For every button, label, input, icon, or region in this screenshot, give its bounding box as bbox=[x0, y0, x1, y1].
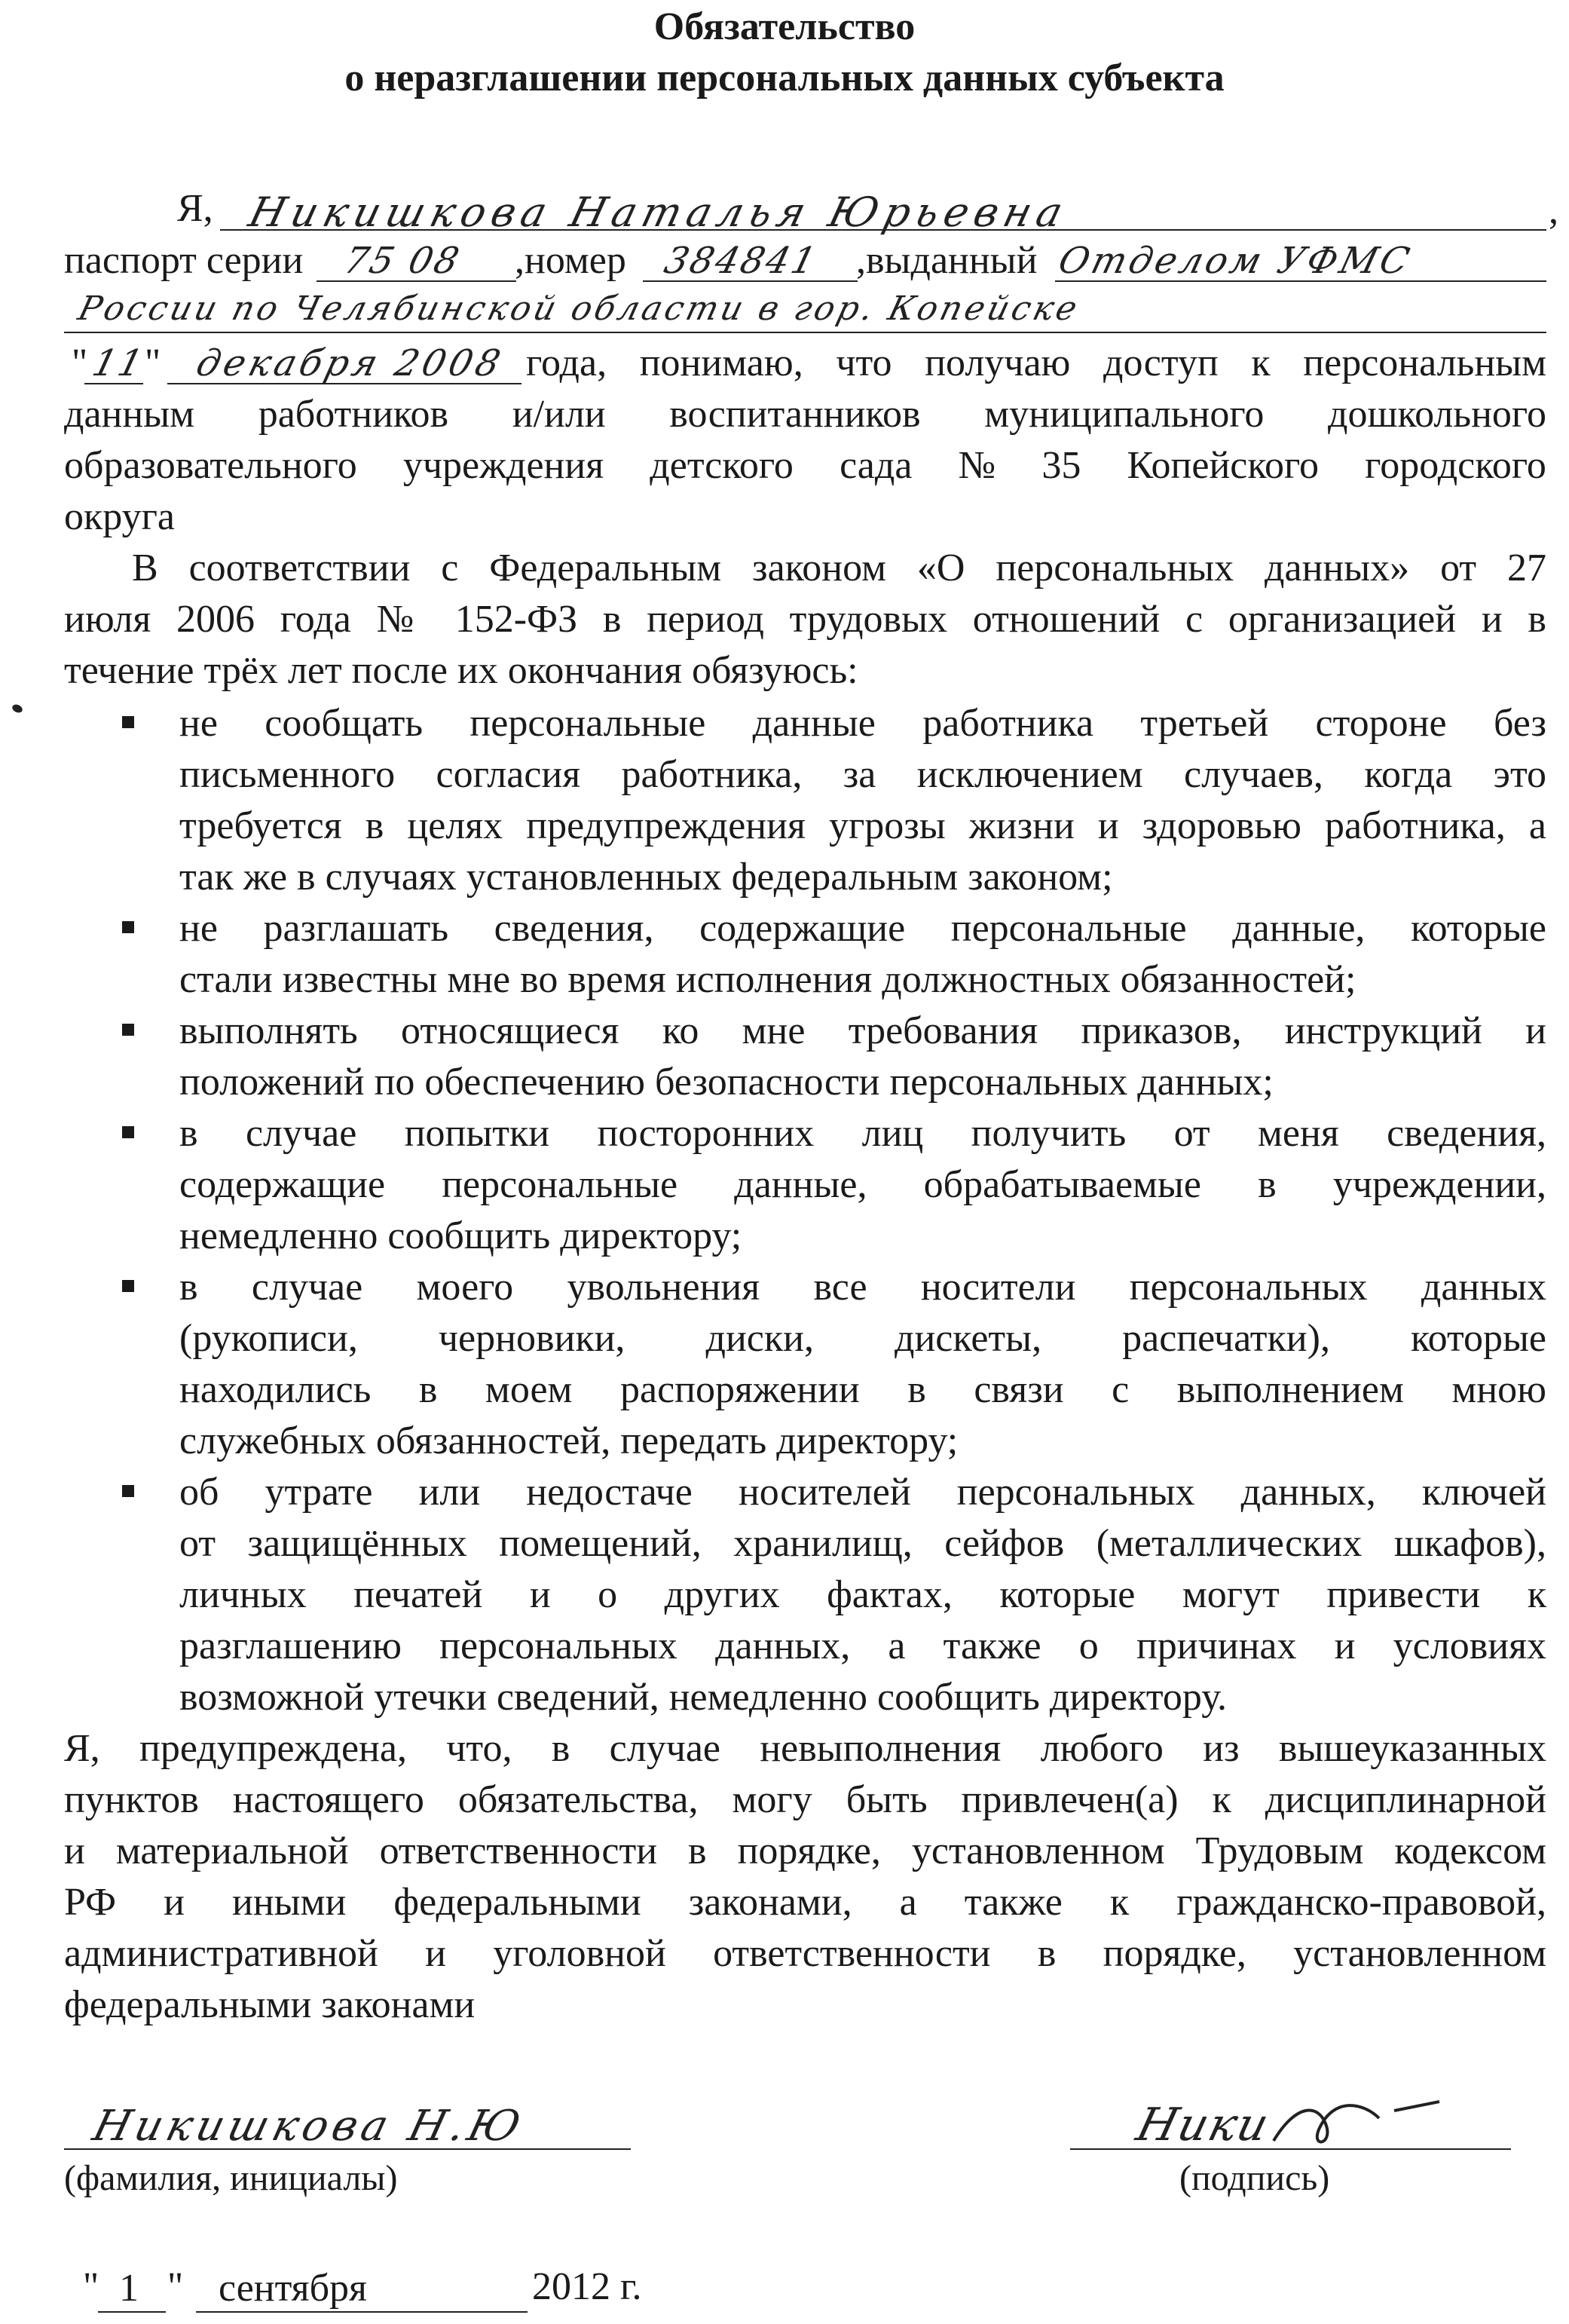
surname-field bbox=[64, 2096, 631, 2150]
bullet-4-line-2: содержащие персональные данные, обрабатываемые в учреждении, bbox=[179, 1163, 1546, 1206]
passport-series-handwritten: 75 08 bbox=[340, 240, 466, 282]
issued-by-field-2 bbox=[64, 289, 1546, 333]
footer-date-year: 2012 г. bbox=[532, 2265, 642, 2308]
intro-word: работников bbox=[258, 393, 449, 436]
bullet-1-line-3: требуется в целях предупреждения угрозы жизни и здоровью работника, а bbox=[179, 804, 1546, 847]
intro-word: Копейского bbox=[1127, 444, 1320, 487]
issued-by-field-1 bbox=[1054, 240, 1546, 282]
intro-word: воспитанников bbox=[669, 393, 921, 436]
signature-flourish bbox=[1266, 2088, 1462, 2156]
warning-line-2: пунктов настоящего обязательства, могу быть привлечен(а) к дисциплинарной bbox=[64, 1778, 1546, 1821]
warning-line-1: Я, предупреждена, что, в случае невыполнения любого из вышеуказанных bbox=[64, 1727, 1546, 1770]
law-line-1: В соответствии с Федеральным законом «О персональных данных» от 27 bbox=[132, 547, 1546, 589]
issued-by-handwritten-1: Отделом УФМС bbox=[1054, 240, 1417, 282]
intro-word: дошкольного bbox=[1328, 393, 1546, 436]
bullet-marker bbox=[122, 1126, 134, 1138]
date-open-quote: " bbox=[72, 341, 88, 384]
passport-series-label: паспорт серии bbox=[64, 239, 304, 282]
warning-line-4: РФ и иными федеральными законами, а также к гражданско-правовой, bbox=[64, 1881, 1546, 1924]
document-subtitle: о неразглашении персональных данных субъекта bbox=[344, 57, 1225, 100]
name-field bbox=[220, 188, 1546, 236]
bullet-marker bbox=[122, 1485, 134, 1497]
intro-word: детского bbox=[650, 444, 794, 487]
bullet-marker bbox=[122, 1024, 134, 1036]
bullet-4-line-1: в случае попытки посторонних лиц получить от меня сведения, bbox=[179, 1112, 1546, 1155]
issued-by-handwritten-2: России по Челябинской области в гор. Копейске bbox=[74, 289, 1084, 328]
passport-number-handwritten: 384841 bbox=[660, 240, 823, 282]
date-month-year-field bbox=[167, 342, 521, 384]
bullet-6-line-3: личных печатей и о других фактах, которые могут привести к bbox=[179, 1573, 1546, 1616]
bullet-5-line-1: в случае моего увольнения все носители персональных данных bbox=[179, 1266, 1546, 1309]
bullet-1-line-4: так же в случаях установленных федеральным законом; bbox=[179, 856, 1113, 899]
warning-line-6: федеральными законами bbox=[64, 1983, 476, 2026]
intro-line-1 bbox=[64, 392, 1546, 436]
bullet-3-line-1: выполнять относящиеся ко мне требования приказов, инструкций и bbox=[179, 1009, 1546, 1052]
bullet-2-line-2: стали известны мне во время исполнения должностных обязанностей; bbox=[179, 958, 1356, 1001]
bullet-marker bbox=[122, 716, 134, 728]
signature-field bbox=[1070, 2096, 1511, 2150]
bullet-6-line-5: возможной утечки сведений, немедленно сообщить директору. bbox=[179, 1676, 1227, 1719]
footer-date-day: 1 bbox=[119, 2267, 139, 2310]
footer-date-day-field bbox=[98, 2269, 166, 2313]
margin-mark bbox=[11, 703, 24, 715]
ya-label: Я, bbox=[177, 187, 213, 230]
intro-word: данным bbox=[64, 393, 195, 436]
footer-date-open-quote: " bbox=[83, 2265, 99, 2308]
bullet-1-line-2: письменного согласия работника, за исключением случаев, когда это bbox=[179, 753, 1546, 796]
footer-date-month-field bbox=[196, 2269, 528, 2313]
warning-line-5: административной и уголовной ответственности в порядке, установленном bbox=[64, 1932, 1546, 1975]
passport-series-field bbox=[317, 240, 516, 282]
date-close-quote: " bbox=[145, 341, 161, 384]
signature-caption: (подпись) bbox=[1179, 2158, 1330, 2198]
bullet-1-line-1: не сообщать персональные данные работника третьей стороне без bbox=[179, 702, 1546, 745]
bullet-6-line-4: разглашению персональных данных, а также о причинах и условиях bbox=[179, 1624, 1546, 1667]
intro-word: учреждения bbox=[402, 444, 604, 487]
bullet-5-line-3: находились в моем распоряжении в связи с выполнением мною bbox=[179, 1368, 1546, 1411]
bullet-6-line-2: от защищённых помещений, хранилищ, сейфов (металлических шкафов), bbox=[179, 1522, 1546, 1565]
name-handwritten: Никишкова Наталья Юрьевна bbox=[244, 188, 1074, 236]
issued-by-label: ,выданный bbox=[856, 239, 1038, 282]
law-line-3: течение трёх лет после их окончания обязуюсь: bbox=[64, 649, 858, 692]
date-day-field bbox=[84, 342, 150, 384]
law-line-2: июля 2006 года № 152-ФЗ в период трудовых отношений с организацией и в bbox=[64, 598, 1546, 641]
date-day-handwritten: 11 bbox=[88, 342, 150, 384]
footer-date-month: сентября bbox=[219, 2267, 367, 2310]
intro-word: городского bbox=[1365, 444, 1546, 487]
document-title: Обязательство bbox=[653, 5, 916, 48]
date-month-year-handwritten: декабря 2008 bbox=[192, 342, 509, 384]
date-after-text: года, понимаю, что получаю доступ к персональным bbox=[526, 341, 1546, 384]
intro-word: образовательного bbox=[64, 444, 357, 487]
warning-line-3: и материальной ответственности в порядке, установленном Трудовым кодексом bbox=[64, 1829, 1546, 1872]
name-comma: , bbox=[1549, 189, 1558, 232]
intro-word: сада bbox=[840, 444, 913, 487]
passport-number-field bbox=[643, 240, 858, 282]
bullet-5-line-2: (рукописи, черновики, диски, дискеты, распечатки), которые bbox=[179, 1317, 1546, 1360]
intro-word: муниципального bbox=[984, 393, 1265, 436]
bullet-4-line-3: немедленно сообщить директору; bbox=[179, 1214, 742, 1257]
signature-handwritten: Ники bbox=[1131, 2099, 1276, 2151]
bullet-6-line-1: об утрате или недостаче носителей персональных данных, ключей bbox=[179, 1471, 1546, 1514]
bullet-3-line-2: положений по обеспечению безопасности персональных данных; bbox=[179, 1061, 1274, 1104]
passport-number-label: ,номер bbox=[515, 239, 626, 282]
intro-word: № bbox=[958, 444, 996, 487]
intro-line-3: округа bbox=[64, 495, 175, 538]
bullet-5-line-4: служебных обязанностей, передать директору; bbox=[179, 1419, 959, 1462]
bullet-marker bbox=[122, 1280, 134, 1292]
intro-word: и/или bbox=[512, 393, 606, 436]
intro-line-2 bbox=[64, 443, 1546, 488]
surname-handwritten: Никишкова Н.Ю bbox=[87, 2102, 530, 2151]
bullet-marker bbox=[122, 921, 134, 933]
surname-caption: (фамилия, инициалы) bbox=[64, 2158, 398, 2198]
bullet-2-line-1: не разглашать сведения, содержащие персональные данные, которые bbox=[179, 907, 1546, 950]
intro-word: 35 bbox=[1041, 444, 1081, 487]
footer-date-close-quote: " bbox=[167, 2265, 184, 2308]
